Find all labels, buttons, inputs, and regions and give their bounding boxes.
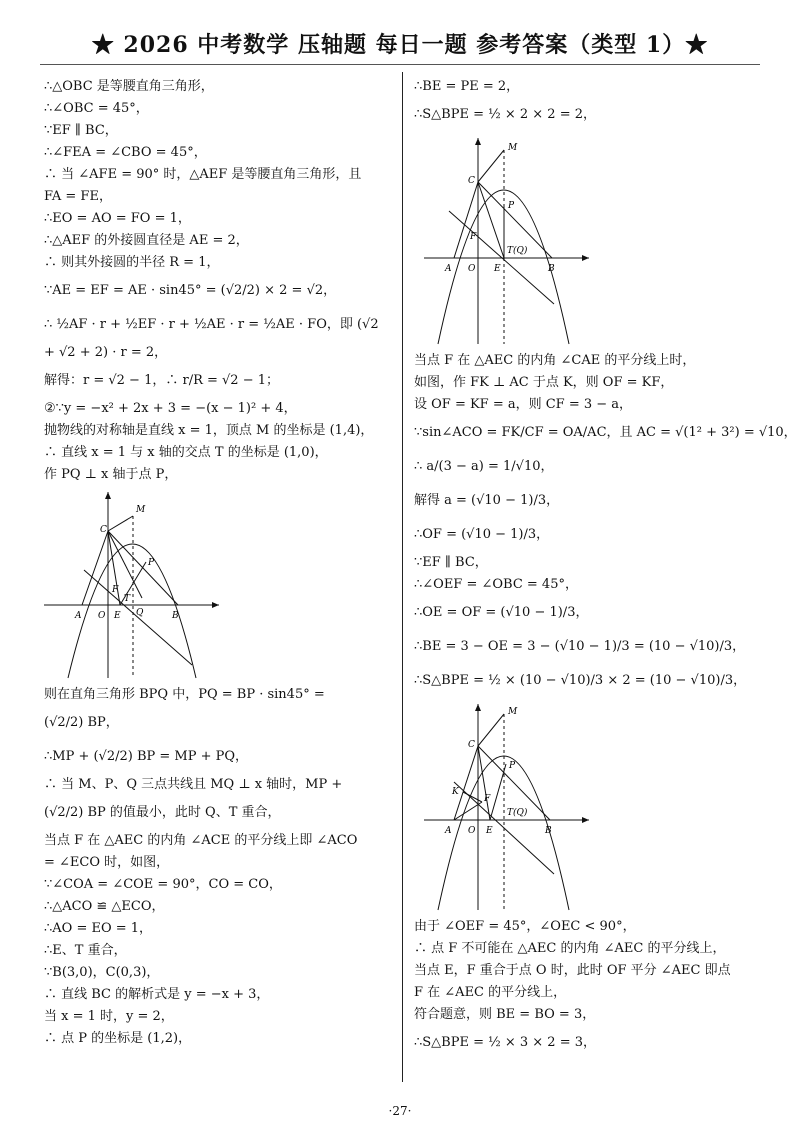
text-line: ∴BE = PE = 2， — [414, 79, 520, 94]
header-divider — [40, 64, 760, 65]
text-line: ∴BE = 3 − OE = 3 − (√10 − 1)/3 = (10 − √10)/3， — [414, 639, 746, 654]
text-line: ∴ 则其外接圆的半径 R = 1， — [44, 255, 220, 270]
text-line: ∴S△BPE = ½ × 2 × 2 = 2， — [414, 107, 597, 122]
text-line: 当点 F 在 △AEC 的内角 ∠ACE 的平分线上即 ∠ACO — [44, 833, 358, 848]
text-line: ∴OF = (√10 − 1)/3， — [414, 527, 550, 542]
text-line: (√2/2) BP， — [44, 715, 119, 730]
text-line: ∴ 直线 x = 1 与 x 轴的交点 T 的坐标是 (1,0)， — [44, 445, 328, 460]
text-line: ∴E、T 重合， — [44, 943, 127, 958]
text-line: 如图，作 FK ⊥ AC 于点 K，则 OF = KF， — [414, 375, 674, 390]
label-a: A — [75, 611, 82, 621]
text-line: ∴∠OBC = 45°， — [44, 101, 149, 116]
label-k: K — [452, 787, 459, 797]
label-o: O — [98, 611, 106, 621]
label-a: A — [445, 264, 452, 274]
label-p: P — [508, 201, 515, 211]
figure-1-parabola-diagram — [44, 490, 400, 680]
label-m: M — [508, 707, 518, 717]
text-line: ∵EF ∥ BC， — [414, 555, 488, 570]
text-line: 解得：r = √2 − 1，∴ r/R = √2 − 1； — [44, 373, 280, 388]
text-line: ∵EF ∥ BC， — [44, 123, 118, 138]
text-line: 当点 F 在 △AEC 的内角 ∠CAE 的平分线上时， — [414, 353, 696, 368]
text-line: 则在直角三角形 BPQ 中，PQ = BP · sin45° = — [44, 687, 325, 702]
text-line: ∴OE = OF = (√10 − 1)/3， — [414, 605, 589, 620]
text-line: ②∵y = −x² + 2x + 3 = −(x − 1)² + 4， — [44, 401, 297, 416]
label-c: C — [100, 525, 107, 535]
text-line: ∵sin∠ACO = FK/CF = OA/AC，且 AC = √(1² + 3²) = √10， — [414, 425, 797, 440]
column-divider — [402, 72, 403, 1082]
text-line: 作 PQ ⊥ x 轴于点 P， — [44, 467, 178, 482]
label-tq: T(Q) — [507, 246, 528, 256]
label-m: M — [136, 505, 146, 515]
figure-3-parabola-diagram — [414, 702, 770, 912]
right-column — [414, 76, 797, 1060]
text-line: ∴ a/(3 − a) = 1/√10， — [414, 459, 554, 474]
text-line: (√2/2) BP 的值最小，此时 Q、T 重合， — [44, 805, 281, 820]
text-line: ∴ 直线 BC 的解析式是 y = −x + 3， — [44, 987, 270, 1002]
text-line: 由于 ∠OEF = 45°，∠OEC < 90°， — [414, 919, 636, 934]
text-line: ∵AE = EF = AE · sin45° = (√2/2) × 2 = √2， — [44, 283, 337, 298]
label-m: M — [508, 143, 518, 153]
text-line: + √2 + 2) · r = 2， — [44, 345, 168, 360]
text-line: ∴ 当 ∠AFE = 90° 时，△AEF 是等腰直角三角形，且 — [44, 167, 362, 182]
text-line: 符合题意，则 BE = BO = 3， — [414, 1007, 596, 1022]
page-number: ·27· — [388, 1104, 412, 1118]
label-f: F — [484, 794, 491, 804]
figure-2-parabola-diagram — [414, 136, 770, 346]
text-line: ∴S△BPE = ½ × 3 × 2 = 3， — [414, 1035, 597, 1050]
text-line: ∴MP + (√2/2) BP = MP + PQ， — [44, 749, 249, 764]
label-e: E — [114, 611, 121, 621]
label-o: O — [468, 826, 476, 836]
label-b: B — [545, 826, 552, 836]
left-column — [44, 76, 400, 1050]
label-o: O — [468, 264, 476, 274]
label-p: P — [148, 558, 155, 568]
label-t: T — [124, 594, 131, 604]
text-line: ∴ 点 F 不可能在 △AEC 的内角 ∠AEC 的平分线上， — [414, 941, 726, 956]
text-line: F 在 ∠AEC 的平分线上， — [414, 985, 567, 1000]
text-line: FA = FE， — [44, 189, 112, 204]
text-line: 解得 a = (√10 − 1)/3， — [414, 493, 560, 508]
label-f: F — [112, 585, 119, 595]
text-line: ∴AO = EO = 1， — [44, 921, 153, 936]
label-tq: T(Q) — [507, 808, 528, 818]
label-e: E — [494, 264, 501, 274]
text-line: ∴∠FEA = ∠CBO = 45°， — [44, 145, 207, 160]
text-line: 当点 E，F 重合于点 O 时，此时 OF 平分 ∠AEC 即点 — [414, 963, 731, 978]
text-line: ∴△OBC 是等腰直角三角形， — [44, 79, 214, 94]
text-line: ∴S△BPE = ½ × (10 − √10)/3 × 2 = (10 − √10)/3， — [414, 673, 747, 688]
text-line: 抛物线的对称轴是直线 x = 1，顶点 M 的坐标是 (1,4)， — [44, 423, 374, 438]
text-line: ∴ 当 M、P、Q 三点共线且 MQ ⊥ x 轴时，MP + — [44, 777, 343, 792]
text-line: ∴△AEF 的外接圆直径是 AE = 2， — [44, 233, 249, 248]
text-line: 当 x = 1 时，y = 2， — [44, 1009, 174, 1024]
label-c: C — [468, 740, 475, 750]
text-line: ∴ ½AF · r + ½EF · r + ½AE · r = ½AE · FO，即 (√2 — [44, 317, 379, 332]
label-p: P — [509, 761, 516, 771]
text-line: ∴∠OEF = ∠OBC = 45°， — [414, 577, 578, 592]
label-a: A — [445, 826, 452, 836]
label-c: C — [468, 176, 475, 186]
label-f: F — [470, 232, 477, 242]
text-line: ∴△ACO ≌ △ECO， — [44, 899, 165, 914]
label-e: E — [486, 826, 493, 836]
text-line: ∵B(3,0)，C(0,3)， — [44, 965, 160, 980]
label-b: B — [548, 264, 555, 274]
text-line: = ∠ECO 时，如图， — [44, 855, 170, 870]
text-line: 设 OF = KF = a，则 CF = 3 − a， — [414, 397, 633, 412]
text-line: ∵∠COA = ∠COE = 90°，CO = CO， — [44, 877, 282, 892]
label-b: B — [172, 611, 179, 621]
page-title: ★ 2026 中考数学 压轴题 每日一题 参考答案（类型 1）★ — [91, 32, 709, 58]
text-line: ∴ 点 P 的坐标是 (1,2)， — [44, 1031, 192, 1046]
text-line: ∴EO = AO = FO = 1， — [44, 211, 191, 226]
label-q: Q — [136, 608, 144, 618]
